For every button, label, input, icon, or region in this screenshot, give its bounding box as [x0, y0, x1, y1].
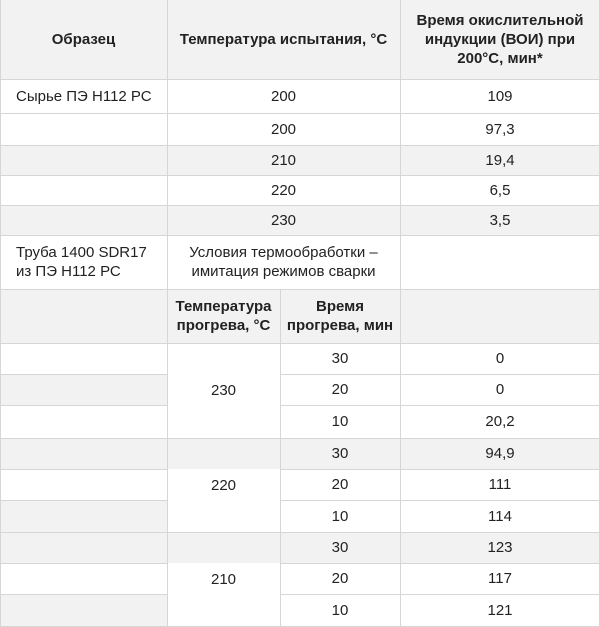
pipe-oit: 117: [488, 570, 512, 587]
raw-oit: 6,5: [489, 181, 511, 199]
heat-time: 20: [331, 381, 349, 398]
pipe-oit: 123: [487, 539, 513, 556]
raw-temp: 230: [270, 211, 297, 229]
heat-time: 20: [331, 476, 349, 493]
pipe-oit: 114: [488, 507, 512, 525]
raw-temp: 220: [270, 181, 297, 199]
row-bg: [0, 500, 167, 532]
raw-oit: 19,4: [485, 151, 515, 169]
raw-temp: 200: [270, 120, 297, 138]
pipe-oit: 0: [495, 381, 505, 398]
pipe-conditions: Условия термообработки – имитация режимов сварки: [189, 244, 378, 280]
raw-material-label: Сырье ПЭ Н112 РС: [16, 87, 152, 105]
subheader-heat-time: Время прогрева, мин: [286, 298, 394, 334]
pipe-oit: 94,9: [485, 445, 515, 462]
header-oit: Время окислительной индукции (ВОИ) при 200°C, мин*: [416, 12, 584, 67]
group-temp: 220: [210, 476, 237, 494]
heat-time: 30: [331, 445, 349, 462]
heat-time: 30: [331, 539, 349, 556]
subheader-heat-temperature: Температура прогрева, °C: [175, 298, 272, 334]
raw-temp: 210: [270, 151, 297, 169]
header-test-temperature: Температура испытания, °C: [179, 31, 388, 48]
heat-time: 10: [331, 507, 349, 525]
pipe-label: Труба 1400 SDR17 из ПЭ Н112 РС: [16, 244, 147, 280]
raw-oit: 109: [487, 87, 513, 105]
group-temp: 230: [210, 382, 237, 399]
pipe-oit: 20,2: [485, 413, 515, 430]
heat-time: 10: [331, 601, 349, 619]
pipe-oit: 121: [487, 601, 513, 619]
raw-temp: 200: [270, 87, 297, 105]
header-sample: Образец: [51, 31, 116, 48]
raw-oit: 97,3: [485, 120, 515, 138]
row-bg: [0, 594, 167, 627]
pipe-oit: 111: [488, 476, 512, 493]
row-bg: [0, 374, 167, 405]
group-temp: 210: [210, 571, 237, 588]
pipe-oit: 0: [495, 350, 505, 367]
raw-oit: 3,5: [489, 211, 511, 229]
heat-time: 10: [331, 413, 349, 430]
heat-time: 30: [331, 350, 349, 367]
heat-time: 20: [331, 570, 349, 587]
